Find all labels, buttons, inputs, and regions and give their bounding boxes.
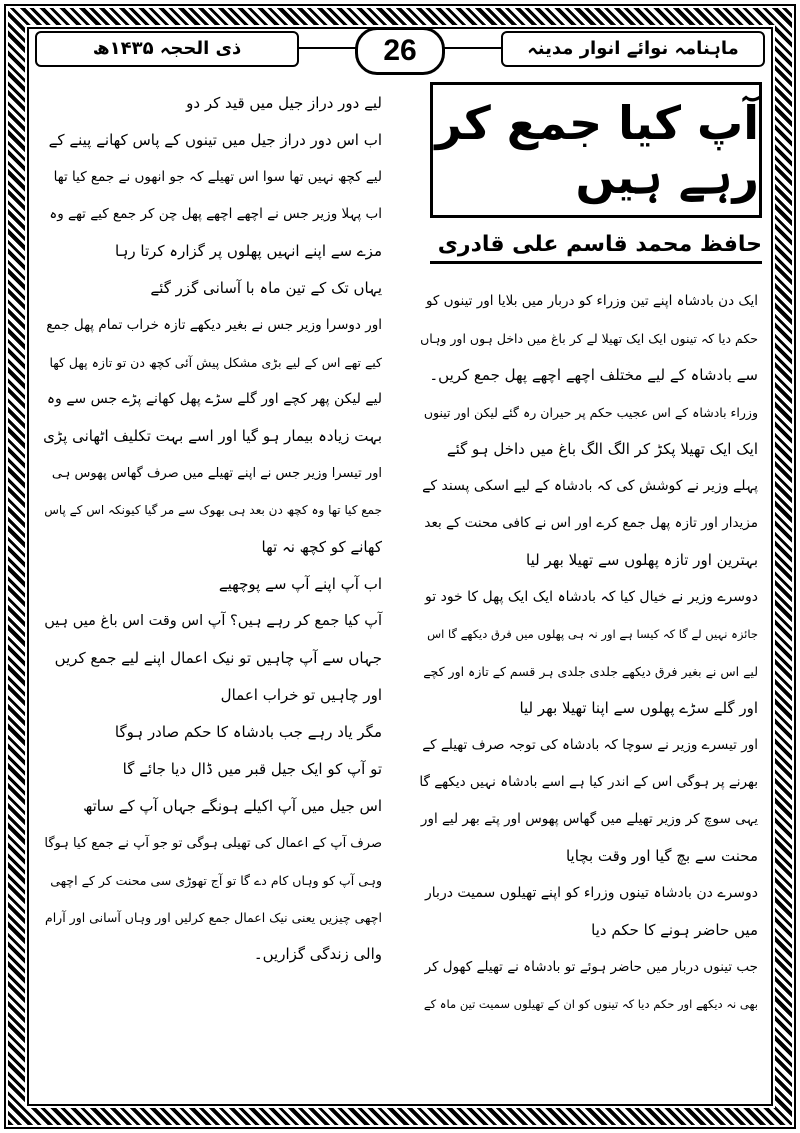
text-line: اور چاہیں تو خراب اعمال <box>220 686 382 704</box>
text-line: ایک ایک تھیلا پکڑ کر الگ الگ باغ میں داخل ہو گئے <box>446 440 758 458</box>
text-line: دوسرے دن بادشاہ تینوں وزراء کو اپنے تھیلوں سمیت دربار <box>425 885 758 901</box>
text-line: جائزہ نہیں لے گا کہ کیسا ہے اور نہ ہی پھلوں میں فرق دیکھے گا اس <box>427 627 758 641</box>
text-line: جمع کیا تھا وہ کچھ دن بعد ہی بھوک سے مر گیا کیونکہ اس کے پاس <box>44 503 382 517</box>
text-line: والی زندگی گزاریں۔ <box>253 945 382 963</box>
text-line: کھانے کو کچھ نہ تھا <box>261 538 382 556</box>
text-line: لیے کچھ نہیں تھا سوا اس تھیلے کہ جو انھوں نے جمع کیا تھا <box>53 169 382 185</box>
text-line: سے بادشاہ کے لیے مختلف اچھے اچھے پھل جمع کریں۔ <box>429 366 758 384</box>
text-line: دوسرے وزیر نے خیال کیا کہ بادشاہ ایک ایک پھل کا خود تو <box>425 589 758 605</box>
text-line: یہی سوچ کر وزیر تھیلے میں گھاس پھوس اور پتے بھر لیے اور <box>420 811 758 827</box>
text-line: لیے لیکن پھر کچے اور گلے سڑے پھل کھانے پڑے جس سے وہ <box>46 391 382 407</box>
magazine-name: ماہنامہ نوائے انوار مدینہ <box>501 31 765 67</box>
text-line: اور تیسرا وزیر جس نے اپنے تھیلے میں صرف گھاس پھوس ہی <box>51 466 382 481</box>
text-line: اب اس دور دراز جیل میں تینوں کے پاس کھانے پینے کے <box>48 131 382 149</box>
text-line: بہت زیادہ بیمار ہو گیا اور اسے بہت تکلیف اٹھانی پڑی <box>43 427 382 445</box>
text-line: بہترین اور تازہ پھلوں سے تھیلا بھر لیا <box>526 551 758 569</box>
text-line: لیے اس نے بغیر فرق دیکھے جلدی جلدی ہر قسم کے تازہ اور کچے <box>423 664 758 679</box>
text-line: اچھی چیزیں یعنی نیک اعمال جمع کرلیں اور وہاں آسانی اور آرام <box>44 910 382 925</box>
text-line: صرف آپ کے اعمال کی تھیلی ہوگی تو جو آپ نے جمع کیا ہوگا <box>44 836 382 851</box>
text-line: وہی آپ کو وہاں کام دے گا تو آج تھوڑی سی محنت کر کے اچھی <box>50 873 382 888</box>
text-line: اب پہلا وزیر جس نے اچھے اچھے پھل چن کر جمع کیے تھے وہ <box>49 206 382 222</box>
text-line: پہلے وزیر نے کوشش کی کہ بادشاہ کے لیے اسکی پسند کے <box>422 478 758 494</box>
page-number: 26 <box>355 27 445 75</box>
text-line: میں حاضر ہونے کا حکم دیا <box>591 921 758 939</box>
article-title: آپ کیا جمع کر رہے ہیں <box>435 96 759 204</box>
text-line: ایک دن بادشاہ اپنے تین وزراء کو دربار میں بلایا اور تینوں کو <box>425 293 758 309</box>
text-line: اور تیسرے وزیر نے سوچا کہ بادشاہ کی توجہ صرف تھیلے کے <box>422 737 758 753</box>
text-line: مزے سے اپنے انہیں پھلوں پر گزارہ کرتا رہا <box>115 242 382 260</box>
text-line: اس جیل میں آپ اکیلے ہونگے جہاں آپ کے ساتھ <box>83 797 382 815</box>
text-line: لیے دور دراز جیل میں قید کر دو <box>186 94 382 112</box>
text-line: مزیدار اور تازہ پھل جمع کرے اور اس نے کافی محنت کے بعد <box>424 515 758 531</box>
text-line: محنت سے بچ گیا اور وقت بچایا <box>565 847 758 865</box>
text-line: مگر یاد رہے جب بادشاہ کا حکم صادر ہوگا <box>114 723 382 741</box>
issue-date: ذی الحجہ ۱۴۳۵ھ <box>35 31 299 67</box>
text-line: بھی نہ دیکھے اور حکم دیا کہ تینوں کو ان کے تھیلوں سمیت تین ماہ کے <box>423 997 758 1011</box>
article-title-box <box>430 82 762 218</box>
text-line: حکم دیا کہ تینوں ایک ایک تھیلا لے کر باغ میں داخل ہوں اور وہاں <box>420 331 758 346</box>
text-line: یہاں تک کے تین ماہ با آسانی گزر گئے <box>150 279 382 297</box>
text-line: آپ کیا جمع کر رہے ہیں؟ آپ اس وقت اس باغ میں ہیں <box>44 613 382 629</box>
text-line: وزراء بادشاہ کے اس عجیب حکم پر حیران رہ گئے لیکن اور تینوں <box>423 405 758 420</box>
text-line: جہاں سے آپ چاہیں تو نیک اعمال اپنے لیے جمع کریں <box>54 649 382 667</box>
text-line: تو آپ کو ایک جیل قبر میں ڈال دیا جائے گا <box>122 760 382 778</box>
text-line: کیے تھے اس کے لیے بڑی مشکل پیش آئی کچھ دن تو تازہ پھل کھا <box>49 355 382 370</box>
right-column <box>418 283 758 1023</box>
left-column <box>42 85 382 973</box>
text-line: اور گلے سڑے پھلوں سے اپنا تھیلا بھر لیا <box>519 699 758 717</box>
text-line: اب آپ اپنے آپ سے پوچھیے <box>218 575 382 593</box>
text-line: جب تینوں دربار میں حاضر ہوئے تو بادشاہ نے تھیلے کھول کر <box>424 959 758 975</box>
article-author: حافظ محمد قاسم علی قادری <box>430 226 762 264</box>
text-line: بھرنے پر ہوگی اس کے اندر کیا ہے اسے بادشاہ نہیں دیکھے گا <box>419 774 758 790</box>
page-header <box>29 29 771 67</box>
text-line: اور دوسرا وزیر جس نے بغیر دیکھے تازہ خراب تمام پھل جمع <box>46 317 382 333</box>
